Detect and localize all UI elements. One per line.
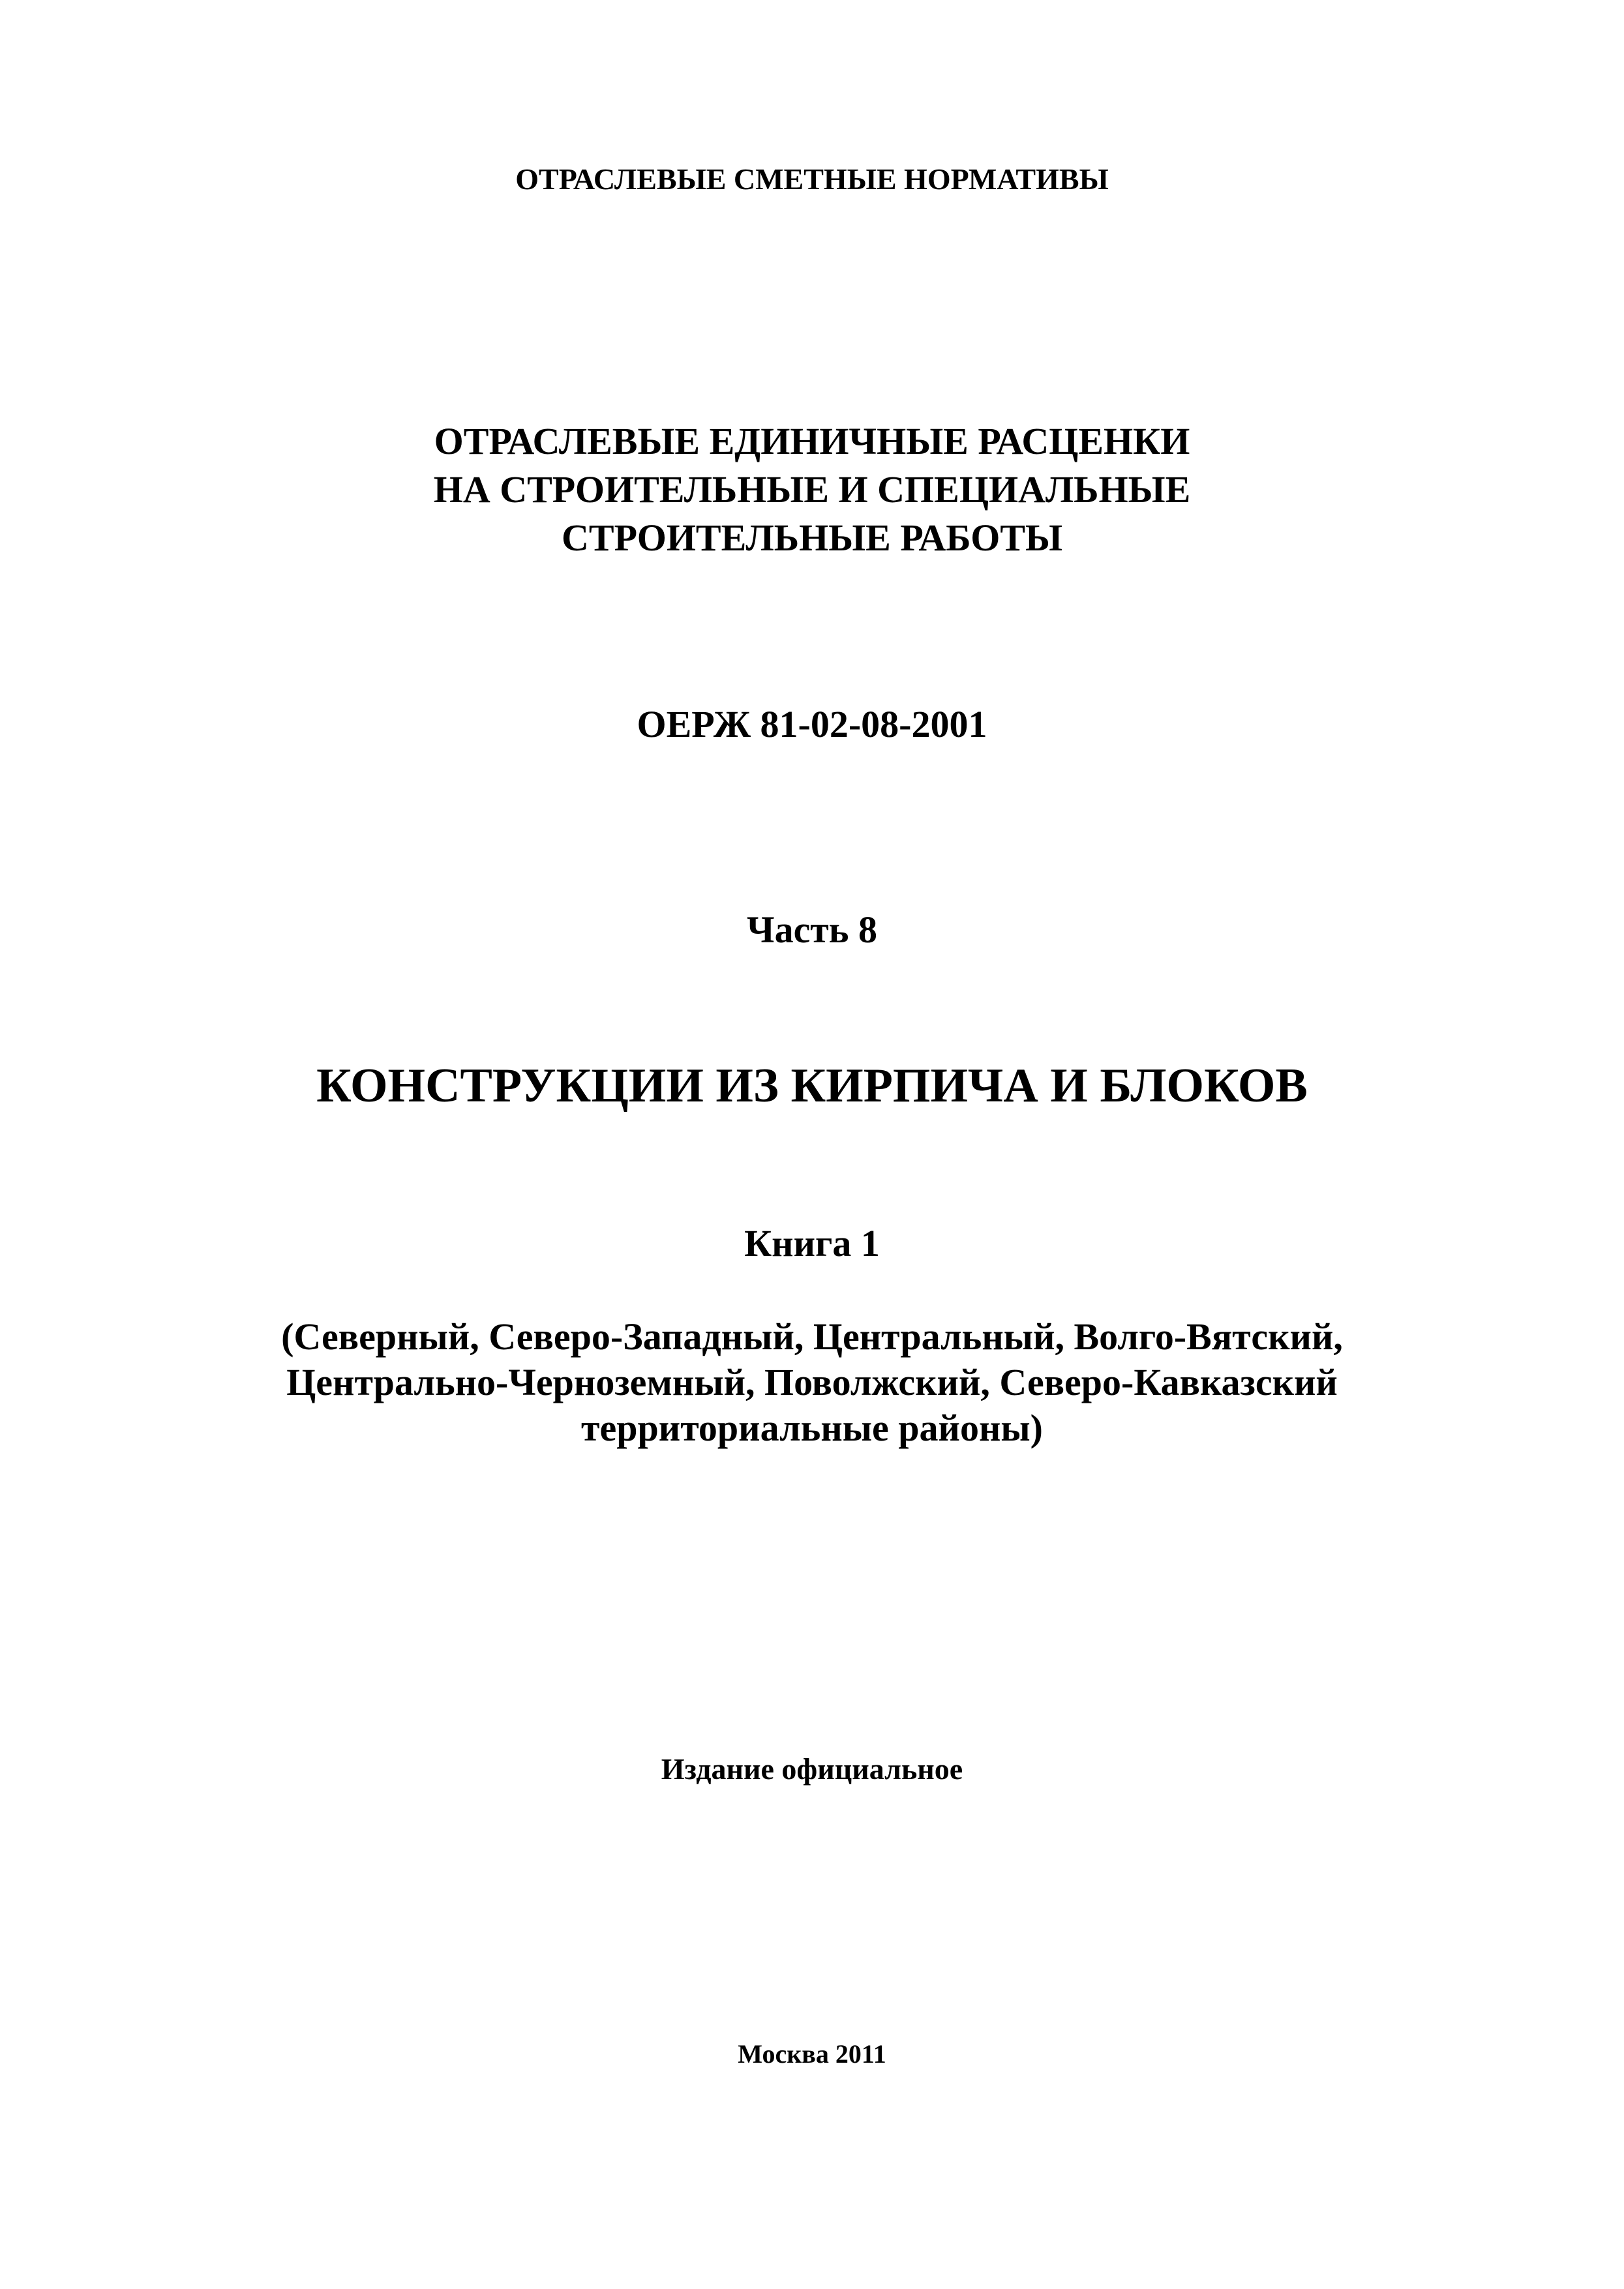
document-title <box>0 417 1624 562</box>
title-line-3: СТРОИТЕЛЬНЫЕ РАБОТЫ <box>562 516 1062 559</box>
title-line-1: ОТРАСЛЕВЫЕ ЕДИНИЧНЫЕ РАСЦЕНКИ <box>434 420 1190 462</box>
regions-note <box>0 1314 1624 1451</box>
place-year: Москва 2011 <box>738 2039 886 2069</box>
edition-note: Издание официальное <box>661 1752 963 1786</box>
regions-line-2: Центрально-Черноземный, Поволжский, Северо-Кавказский <box>286 1361 1338 1403</box>
series-header: ОТРАСЛЕВЫЕ СМЕТНЫЕ НОРМАТИВЫ <box>515 162 1109 196</box>
title-line-2: НА СТРОИТЕЛЬНЫЕ И СПЕЦИАЛЬНЫЕ <box>433 468 1191 511</box>
document-code: ОЕРЖ 81-02-08-2001 <box>637 703 987 745</box>
part-subject: КОНСТРУКЦИИ ИЗ КИРПИЧА И БЛОКОВ <box>316 1059 1308 1113</box>
regions-line-1: (Северный, Северо-Западный, Центральный, Волго-Вятский, <box>281 1315 1343 1358</box>
regions-line-3: территориальные районы) <box>581 1407 1043 1449</box>
book-number: Книга 1 <box>744 1222 880 1264</box>
part-number: Часть 8 <box>747 908 877 951</box>
